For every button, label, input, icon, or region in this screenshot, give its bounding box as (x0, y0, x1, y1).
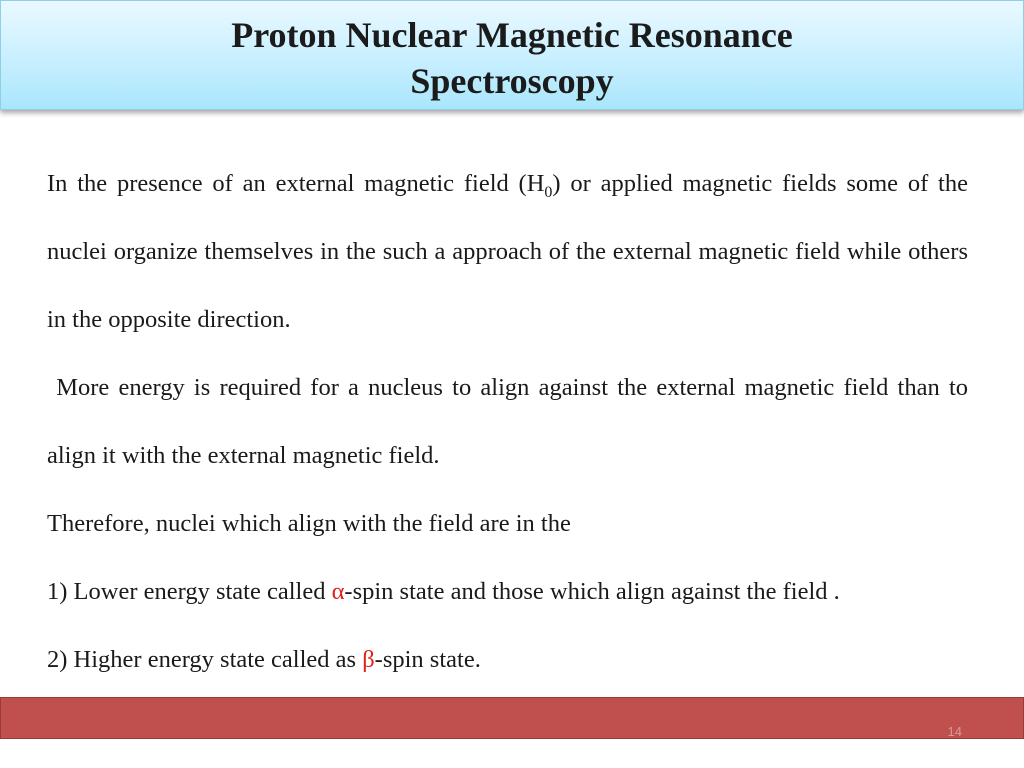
beta-symbol: β (362, 646, 375, 673)
slide-body (47, 150, 975, 694)
page-number: 14 (947, 724, 962, 739)
slide-title-line-1: Proton Nuclear Magnetic Resonance (231, 15, 793, 55)
slide-title-line-2: Spectroscopy (410, 61, 614, 101)
paragraph-therefore: Therefore, nuclei which align with the field are in the (47, 510, 571, 537)
item1-text-start: 1) Lower energy state called (47, 578, 332, 605)
paragraph-magnetic-field (47, 150, 968, 354)
p1-text-end: ) or applied magnetic fields some of the nuclei organize themselves in the such a approach of the external magnetic field while others in the opposite direction. (47, 170, 968, 333)
alpha-symbol: α (331, 578, 345, 605)
list-item-alpha (47, 558, 968, 626)
item2-text-start: 2) Higher energy state called as (47, 646, 363, 673)
paragraph-energy-required: More energy is required for a nucleus to align against the external magnetic field than to align it with the external magnetic field. (47, 374, 975, 469)
h0-subscript: 0 (544, 183, 553, 201)
item2-text-end: -spin state. (374, 646, 481, 673)
item1-text-end: -spin state and those which align against the field . (344, 578, 840, 605)
list-item-beta (47, 626, 968, 694)
footer-bar (0, 697, 1024, 739)
p1-text-start: In the presence of an external magnetic field (H (47, 170, 545, 197)
title-bar (0, 0, 1024, 110)
